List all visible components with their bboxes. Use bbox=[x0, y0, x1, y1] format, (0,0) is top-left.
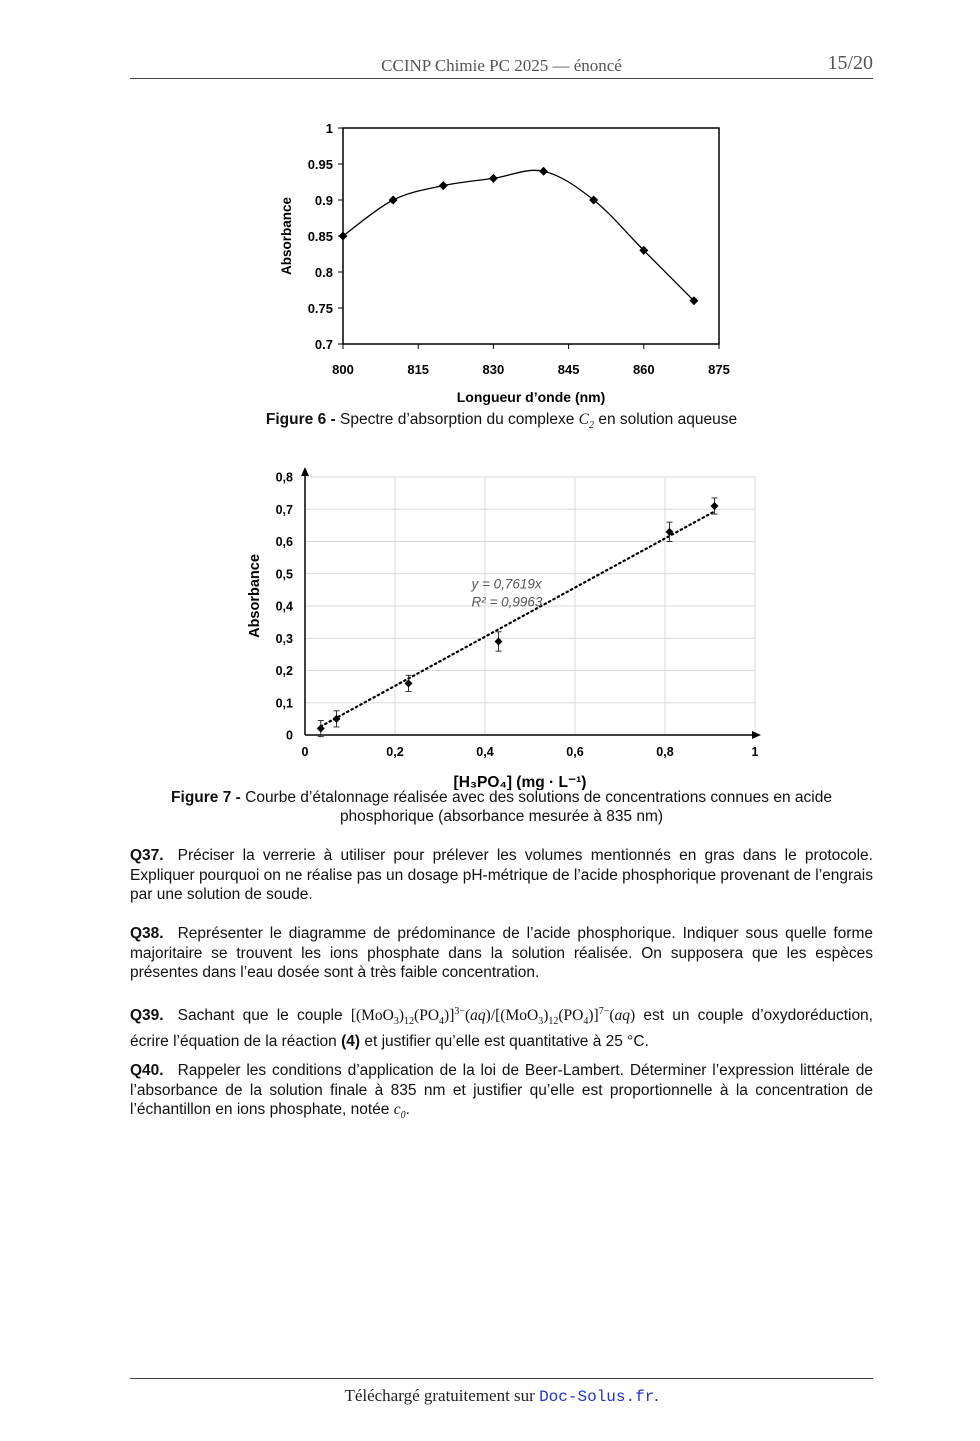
question-38 bbox=[130, 924, 873, 983]
page-footer: Téléchargé gratuitement sur Doc-Solus.fr. bbox=[344, 1386, 659, 1406]
y-tick-label: 0 bbox=[286, 728, 293, 743]
x-axis-arrow bbox=[752, 731, 761, 739]
x-tick-label: 845 bbox=[557, 362, 580, 377]
trendline-equation: y = 0,7619x bbox=[471, 576, 542, 592]
y-tick-label: 0,4 bbox=[275, 599, 293, 614]
question-text: Préciser la verrerie à utiliser pour prélever les volumes mentionnés en gras dans le protocole. Expliquer pourquoi on ne réalise pas un dosage pH-métrique de l’acide phosphorique provenant de l’engrais par une solution de soude. bbox=[130, 847, 873, 903]
x-tick-label: 875 bbox=[708, 362, 730, 377]
data-point-marker bbox=[489, 174, 498, 183]
y-tick-label: 0,3 bbox=[275, 631, 293, 646]
concentration-symbol: $c_0$ bbox=[393, 1101, 406, 1122]
redox-couple-formula: $[(MoO_3)_{12}(PO_4)]^{3-}(aq)/[(MoO_3)_{12}(PO_4)]^{7-}(aq)$ bbox=[350, 1006, 636, 1028]
question-text: est un couple d’oxydoréduction, écrire l’équation de la réaction bbox=[130, 1007, 873, 1050]
y-tick-label: 0.95 bbox=[307, 157, 333, 172]
question-number: Q40. bbox=[130, 1062, 164, 1079]
page-header bbox=[130, 52, 873, 79]
x-tick-label: 0,4 bbox=[476, 745, 494, 759]
plot-frame bbox=[343, 128, 719, 344]
x-tick-label: 0 bbox=[301, 745, 309, 759]
figure-6-caption bbox=[130, 410, 873, 435]
data-point-marker bbox=[317, 725, 325, 733]
absorption-spectrum-chart bbox=[270, 110, 750, 410]
question-number: Q39. bbox=[130, 1007, 164, 1025]
x-tick-label: 800 bbox=[332, 362, 354, 377]
y-tick-label: 0.8 bbox=[314, 265, 333, 280]
doc-solus-link[interactable]: Doc-Solus.fr bbox=[539, 1388, 655, 1406]
question-number: Q37. bbox=[130, 847, 164, 864]
question-text: Sachant que le couple bbox=[177, 1007, 343, 1025]
x-tick-label: 815 bbox=[407, 362, 430, 377]
reaction-number: (4) bbox=[341, 1032, 361, 1050]
x-tick-label: 860 bbox=[632, 362, 655, 377]
trendline bbox=[321, 511, 715, 726]
figure-7-line2: phosphorique (absorbance mesurée à 835 nm) bbox=[339, 808, 664, 825]
complex-symbol: $C_2$ bbox=[578, 411, 595, 432]
y-tick-label: 0,2 bbox=[275, 664, 293, 678]
x-axis-label: [H₃PO₄] (mg · L⁻¹) bbox=[453, 774, 587, 790]
calibration-curve-chart bbox=[230, 460, 790, 790]
x-axis-label: Longueur d’onde (nm) bbox=[456, 389, 606, 405]
question-37 bbox=[130, 846, 873, 905]
question-text: et justifier qu’elle est quantitative à 25 °C. bbox=[364, 1032, 649, 1050]
x-tick-label: 830 bbox=[482, 362, 505, 377]
y-tick-label: 0,6 bbox=[275, 535, 293, 549]
question-39 bbox=[130, 1002, 873, 1051]
data-point-marker bbox=[539, 167, 548, 176]
y-tick-label: 0.9 bbox=[314, 193, 333, 208]
question-40: Q40. Rappeler les conditions d’application de la loi de Beer-Lambert. Déterminer l’expression littérale de l’absorbance de la solution finale à 835 nm et justifier qu’elle est proportionnelle à la concentration de l’échantillon en ions phosphate, notée $c_0$. bbox=[130, 1062, 873, 1122]
y-tick-label: 0,1 bbox=[275, 696, 293, 711]
question-text: Rappeler les conditions d’application de la loi de Beer-Lambert. Déterminer l’expression littérale de l’absorbance de la solution finale à 835 nm et justifier qu’elle est proportionnelle à la concentration de l’échantillon en ions phosphate, notée bbox=[130, 1062, 873, 1118]
y-tick-label: 0.75 bbox=[307, 301, 333, 316]
figure-6-text: Spectre d’absorption du complexe bbox=[339, 411, 575, 428]
y-tick-label: 0,5 bbox=[275, 567, 293, 582]
y-axis-arrow bbox=[301, 467, 309, 476]
figure-7-caption bbox=[130, 788, 873, 826]
figure-7-line1: Courbe d’étalonnage réalisée avec des solutions de concentrations connues en acide bbox=[245, 789, 832, 806]
header-title: CCINP Chimie PC 2025 — énoncé bbox=[381, 56, 622, 75]
y-axis-label: Absorbance bbox=[247, 554, 263, 638]
footer-text: Téléchargé gratuitement sur bbox=[344, 1386, 535, 1405]
figure-6-label: Figure 6 - bbox=[265, 411, 336, 428]
x-tick-label: 0,6 bbox=[566, 745, 584, 759]
y-tick-label: 0.7 bbox=[314, 337, 333, 352]
y-tick-label: 0,8 bbox=[275, 470, 293, 485]
spectrum-line bbox=[343, 170, 694, 300]
figure-6-tail: en solution aqueuse bbox=[598, 411, 738, 428]
question-text: Représenter le diagramme de prédominance de l’acide phosphorique. Indiquer sous quelle forme majoritaire se trouvent les ions phosphate dans la solution réalisée. On supposera que les espèces présentes dans l’eau dosée sont à très faible concentration. bbox=[130, 925, 873, 981]
y-tick-label: 1 bbox=[325, 121, 333, 136]
figure-7-label: Figure 7 - bbox=[171, 789, 241, 806]
x-tick-label: 0,2 bbox=[386, 745, 404, 759]
y-tick-label: 0,7 bbox=[275, 502, 293, 517]
footer-rule bbox=[130, 1378, 873, 1379]
data-point-marker bbox=[389, 196, 398, 205]
page-number: 15/20 bbox=[827, 52, 873, 74]
x-tick-label: 1 bbox=[751, 745, 759, 759]
question-number: Q38. bbox=[130, 925, 164, 942]
y-axis-label: Absorbance bbox=[279, 196, 294, 276]
x-tick-label: 0,8 bbox=[656, 745, 674, 759]
r-squared-label: R² = 0,9963 bbox=[471, 594, 543, 610]
data-point-marker bbox=[439, 181, 448, 190]
y-tick-label: 0.85 bbox=[307, 229, 333, 244]
